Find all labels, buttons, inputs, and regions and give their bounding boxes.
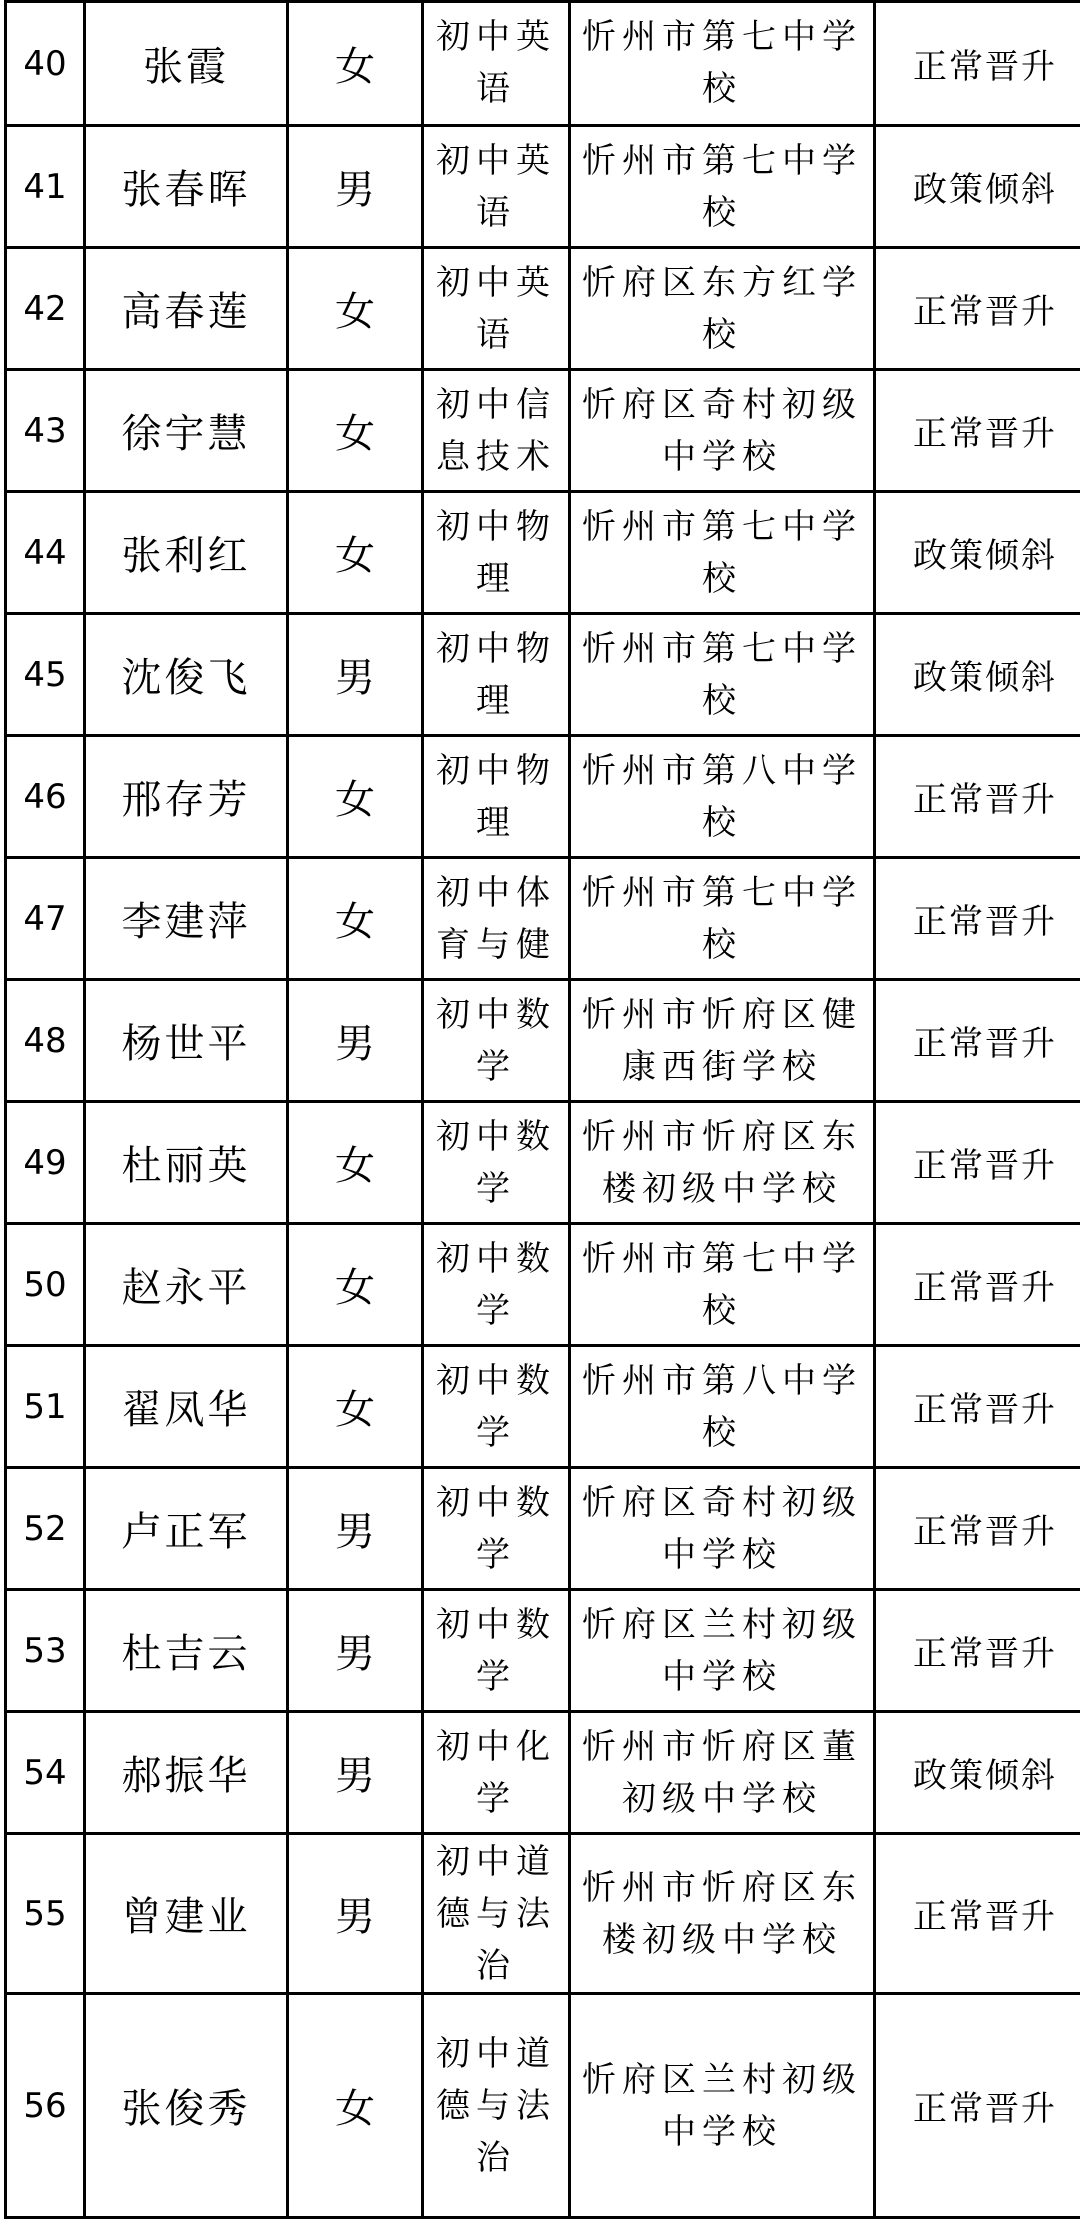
teacher-gender: 女 [288, 248, 423, 370]
promotion-type: 正常晋升 [875, 2, 1080, 126]
teacher-name: 李建萍 [85, 858, 288, 980]
teacher-school-cell [570, 1468, 875, 1590]
teacher-subject-cell [423, 1994, 570, 2218]
table-row [6, 980, 1080, 1102]
teacher-school: 忻州市忻府区董初级中学校 [582, 1721, 862, 1825]
teacher-subject-cell [423, 736, 570, 858]
table-row [6, 1468, 1080, 1590]
teacher-gender: 男 [288, 1468, 423, 1590]
teacher-subject: 初中道德与法治 [431, 1836, 561, 1992]
teacher-name: 沈俊飞 [85, 614, 288, 736]
promotion-type: 正常晋升 [875, 370, 1080, 492]
teacher-school: 忻府区兰村初级中学校 [582, 1599, 862, 1703]
promotion-type: 正常晋升 [875, 1224, 1080, 1346]
row-number: 54 [6, 1712, 85, 1834]
row-number: 46 [6, 736, 85, 858]
personnel-table [4, 0, 1080, 2219]
teacher-school-cell [570, 1346, 875, 1468]
promotion-type: 正常晋升 [875, 736, 1080, 858]
teacher-gender: 男 [288, 1590, 423, 1712]
teacher-subject: 初中数学 [431, 1233, 561, 1337]
teacher-school-cell [570, 858, 875, 980]
promotion-type: 正常晋升 [875, 248, 1080, 370]
teacher-subject-cell [423, 1834, 570, 1994]
personnel-table-body [6, 2, 1080, 2218]
promotion-type: 政策倾斜 [875, 126, 1080, 248]
teacher-subject: 初中数学 [431, 1599, 561, 1703]
promotion-type: 正常晋升 [875, 1468, 1080, 1590]
teacher-school: 忻州市第七中学校 [582, 135, 862, 239]
teacher-name: 邢存芳 [85, 736, 288, 858]
promotion-type: 正常晋升 [875, 1346, 1080, 1468]
teacher-gender: 女 [288, 736, 423, 858]
teacher-school-cell [570, 1590, 875, 1712]
teacher-subject: 初中物理 [431, 745, 561, 849]
teacher-name: 卢正军 [85, 1468, 288, 1590]
table-row [6, 248, 1080, 370]
teacher-subject-cell [423, 980, 570, 1102]
teacher-subject: 初中英语 [431, 135, 561, 239]
teacher-subject-cell [423, 1712, 570, 1834]
teacher-school-cell [570, 370, 875, 492]
teacher-school: 忻州市第八中学校 [582, 1355, 862, 1459]
teacher-subject-cell [423, 1102, 570, 1224]
teacher-school-cell [570, 736, 875, 858]
teacher-school: 忻州市忻府区东楼初级中学校 [582, 1111, 862, 1215]
teacher-subject: 初中数学 [431, 1477, 561, 1581]
promotion-type: 正常晋升 [875, 1590, 1080, 1712]
teacher-subject-cell [423, 1346, 570, 1468]
teacher-gender: 女 [288, 1346, 423, 1468]
teacher-gender: 男 [288, 614, 423, 736]
row-number: 40 [6, 2, 85, 126]
promotion-type: 正常晋升 [875, 1994, 1080, 2218]
table-row [6, 1346, 1080, 1468]
teacher-school-cell [570, 1994, 875, 2218]
table-row [6, 858, 1080, 980]
teacher-gender: 女 [288, 1224, 423, 1346]
teacher-school-cell [570, 492, 875, 614]
teacher-name: 徐宇慧 [85, 370, 288, 492]
row-number: 53 [6, 1590, 85, 1712]
teacher-school: 忻州市第七中学校 [582, 1233, 862, 1337]
teacher-school-cell [570, 1102, 875, 1224]
table-row [6, 1994, 1080, 2218]
teacher-name: 曾建业 [85, 1834, 288, 1994]
teacher-school: 忻州市第七中学校 [582, 867, 862, 971]
teacher-subject: 初中数学 [431, 1355, 561, 1459]
table-row [6, 736, 1080, 858]
teacher-gender: 女 [288, 492, 423, 614]
promotion-type: 政策倾斜 [875, 492, 1080, 614]
teacher-school: 忻州市第七中学校 [582, 11, 862, 115]
teacher-school-cell [570, 1224, 875, 1346]
teacher-school-cell [570, 614, 875, 736]
teacher-name: 杜吉云 [85, 1590, 288, 1712]
teacher-school: 忻州市第七中学校 [582, 623, 862, 727]
teacher-school-cell [570, 1712, 875, 1834]
teacher-school-cell [570, 126, 875, 248]
promotion-type: 正常晋升 [875, 1834, 1080, 1994]
teacher-school-cell [570, 248, 875, 370]
teacher-school: 忻府区东方红学校 [582, 257, 862, 361]
teacher-name: 高春莲 [85, 248, 288, 370]
teacher-subject: 初中物理 [431, 501, 561, 605]
table-row [6, 1712, 1080, 1834]
teacher-subject-cell [423, 492, 570, 614]
table-row [6, 126, 1080, 248]
teacher-subject: 初中数学 [431, 1111, 561, 1215]
teacher-school-cell [570, 980, 875, 1102]
teacher-name: 杜丽英 [85, 1102, 288, 1224]
row-number: 48 [6, 980, 85, 1102]
teacher-school-cell [570, 2, 875, 126]
teacher-name: 张春晖 [85, 126, 288, 248]
teacher-subject-cell [423, 248, 570, 370]
table-row [6, 1590, 1080, 1712]
teacher-subject: 初中数学 [431, 989, 561, 1093]
teacher-subject: 初中信息技术 [431, 379, 561, 483]
teacher-school-cell [570, 1834, 875, 1994]
table-row [6, 1834, 1080, 1994]
teacher-name: 张俊秀 [85, 1994, 288, 2218]
row-number: 44 [6, 492, 85, 614]
teacher-subject-cell [423, 370, 570, 492]
teacher-name: 张霞 [85, 2, 288, 126]
row-number: 43 [6, 370, 85, 492]
row-number: 51 [6, 1346, 85, 1468]
teacher-subject-cell [423, 614, 570, 736]
row-number: 42 [6, 248, 85, 370]
teacher-subject-cell [423, 1590, 570, 1712]
teacher-school: 忻州市第七中学校 [582, 501, 862, 605]
teacher-school: 忻府区奇村初级中学校 [582, 1477, 862, 1581]
teacher-subject: 初中道德与法治 [431, 2028, 561, 2184]
teacher-name: 赵永平 [85, 1224, 288, 1346]
teacher-name: 杨世平 [85, 980, 288, 1102]
teacher-subject: 初中物理 [431, 623, 561, 727]
teacher-gender: 女 [288, 370, 423, 492]
teacher-gender: 男 [288, 1834, 423, 1994]
teacher-gender: 男 [288, 1712, 423, 1834]
teacher-school: 忻府区奇村初级中学校 [582, 379, 862, 483]
table-row [6, 1224, 1080, 1346]
table-row [6, 492, 1080, 614]
row-number: 49 [6, 1102, 85, 1224]
teacher-subject: 初中体育与健 [431, 867, 561, 971]
teacher-subject-cell [423, 1224, 570, 1346]
teacher-subject: 初中化学 [431, 1721, 561, 1825]
row-number: 55 [6, 1834, 85, 1994]
teacher-gender: 女 [288, 858, 423, 980]
table-row [6, 370, 1080, 492]
teacher-school: 忻州市忻府区健康西街学校 [582, 989, 862, 1093]
teacher-school: 忻州市第八中学校 [582, 745, 862, 849]
teacher-gender: 女 [288, 1102, 423, 1224]
row-number: 52 [6, 1468, 85, 1590]
teacher-name: 翟凤华 [85, 1346, 288, 1468]
promotion-type: 正常晋升 [875, 980, 1080, 1102]
teacher-gender: 男 [288, 980, 423, 1102]
row-number: 50 [6, 1224, 85, 1346]
table-row [6, 614, 1080, 736]
teacher-school: 忻府区兰村初级中学校 [582, 2054, 862, 2158]
row-number: 41 [6, 126, 85, 248]
teacher-subject: 初中英语 [431, 257, 561, 361]
promotion-type: 正常晋升 [875, 1102, 1080, 1224]
teacher-subject-cell [423, 1468, 570, 1590]
teacher-subject-cell [423, 126, 570, 248]
teacher-subject: 初中英语 [431, 11, 561, 115]
promotion-type: 政策倾斜 [875, 614, 1080, 736]
promotion-type: 正常晋升 [875, 858, 1080, 980]
teacher-subject-cell [423, 858, 570, 980]
promotion-type: 政策倾斜 [875, 1712, 1080, 1834]
teacher-name: 郝振华 [85, 1712, 288, 1834]
teacher-name: 张利红 [85, 492, 288, 614]
teacher-gender: 男 [288, 126, 423, 248]
row-number: 47 [6, 858, 85, 980]
table-row [6, 1102, 1080, 1224]
teacher-gender: 女 [288, 2, 423, 126]
table-row [6, 2, 1080, 126]
teacher-school: 忻州市忻府区东楼初级中学校 [582, 1862, 862, 1966]
teacher-subject-cell [423, 2, 570, 126]
teacher-gender: 女 [288, 1994, 423, 2218]
row-number: 56 [6, 1994, 85, 2218]
row-number: 45 [6, 614, 85, 736]
